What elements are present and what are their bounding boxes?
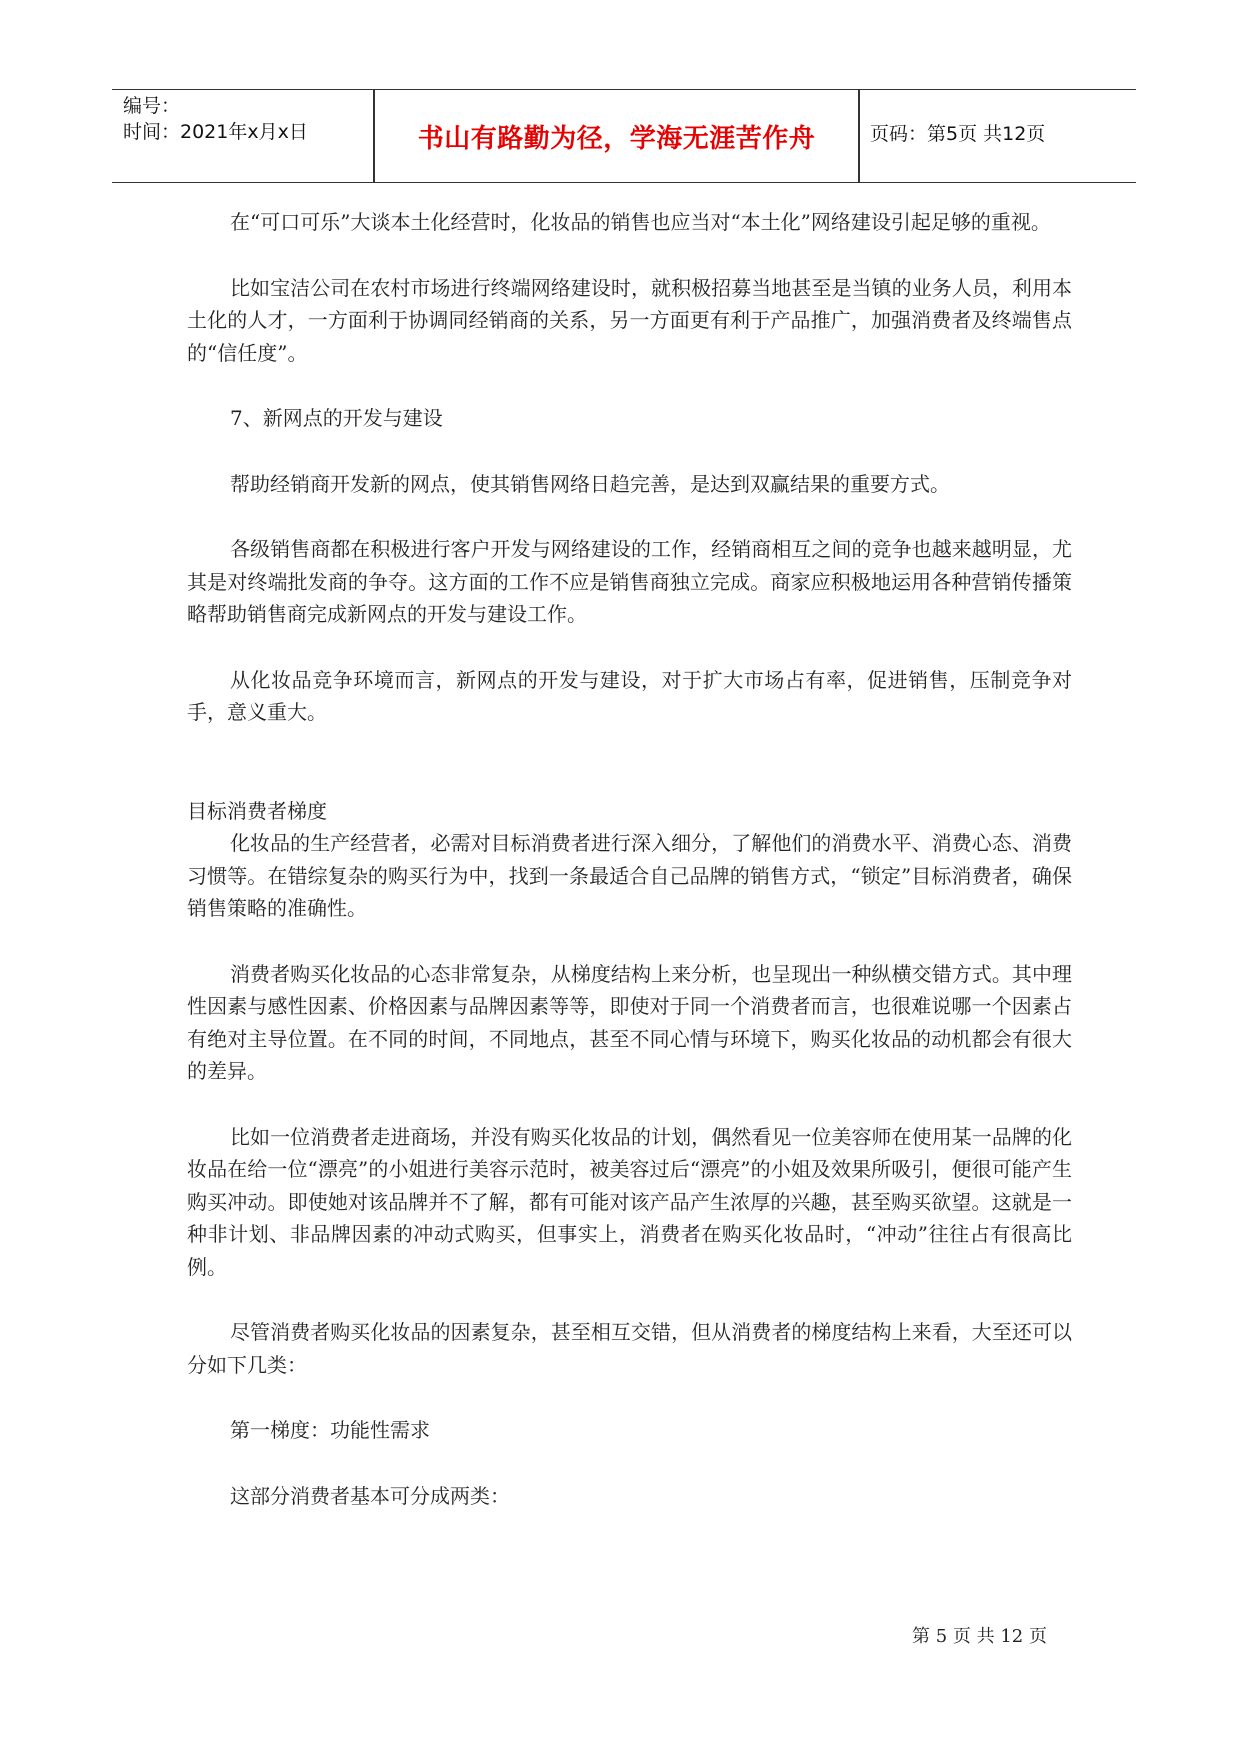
header-divider-right — [858, 90, 860, 182]
header-page-info: 页码：第5页 共12页 — [870, 123, 1046, 145]
section-heading: 目标消费者梯度 — [187, 798, 327, 823]
document-header — [112, 89, 1136, 183]
paragraph: 帮助经销商开发新的网点，使其销售网络日趋完善，是达到双赢结果的重要方式。 — [230, 471, 950, 496]
section-heading: 7、新网点的开发与建设 — [230, 406, 443, 430]
paragraph: 各级销售商都在积极进行客户开发与网络建设的工作，经销商相互之间的竞争也越来越明显，尤其是对终端批发商的争夺。这方面的工作不应是销售商独立完成。商家应积极地运用各种营销传播策略帮助销售商完成新网点的开发与建设工作。 — [187, 537, 1072, 626]
paragraph: 比如一位消费者走进商场，并没有购买化妆品的计划，偶然看见一位美容师在使用某一品牌的化妆品在给一位“漂亮”的小姐进行美容示范时，被美容过后“漂亮”的小姐及效果所吸引，便很可能产生购买冲动。即使她对该品牌并不了解，都有可能对该产品产生浓厚的兴趣，甚至购买欲望。这就是一种非计划、非品牌因素的冲动式购买，但事实上，消费者在购买化妆品时，“冲动”往往占有很高比例。 — [187, 1124, 1072, 1279]
header-number-label: 编号： — [123, 95, 181, 117]
paragraph: 这部分消费者基本可分成两类： — [230, 1483, 510, 1508]
paragraph: 在“可口可乐”大谈本土化经营时，化妆品的销售也应当对“本土化”网络建设引起足够的重视。 — [230, 210, 1051, 234]
header-motto: 书山有路勤为径，学海无涯苦作舟 — [417, 123, 816, 154]
page-footer: 第 5 页 共 12 页 — [912, 1626, 1047, 1647]
subheading: 第一梯度：功能性需求 — [230, 1418, 430, 1442]
paragraph: 消费者购买化妆品的心态非常复杂，从梯度结构上来分析，也呈现出一种纵横交错方式。其中理性因素与感性因素、价格因素与品牌因素等等，即使对于同一个消费者而言，也很难说哪一个因素占有绝对主导位置。在不同的时间，不同地点，甚至不同心情与环境下，购买化妆品的动机都会有很大的差异。 — [187, 961, 1072, 1083]
paragraph: 从化妆品竞争环境而言，新网点的开发与建设，对于扩大市场占有率，促进销售，压制竞争对手，意义重大。 — [187, 667, 1072, 724]
header-date: 时间：2021年x月x日 — [123, 121, 308, 143]
header-meta — [123, 90, 383, 182]
paragraph: 尽管消费者购买化妆品的因素复杂，甚至相互交错，但从消费者的梯度结构上来看，大至还可以分如下几类： — [187, 1320, 1072, 1377]
document-body — [187, 206, 1072, 1512]
paragraph: 化妆品的生产经营者，必需对目标消费者进行深入细分，了解他们的消费水平、消费心态、消费习惯等。在错综复杂的购买行为中，找到一条最适合自己品牌的销售方式，“锁定”目标消费者，确保销售策略的准确性。 — [187, 831, 1072, 920]
paragraph: 比如宝洁公司在农村市场进行终端网络建设时，就积极招募当地甚至是当镇的业务人员，利用本土化的人才，一方面利于协调同经销商的关系，另一方面更有利于产品推广，加强消费者及终端售点的“信任度”。 — [187, 275, 1072, 365]
